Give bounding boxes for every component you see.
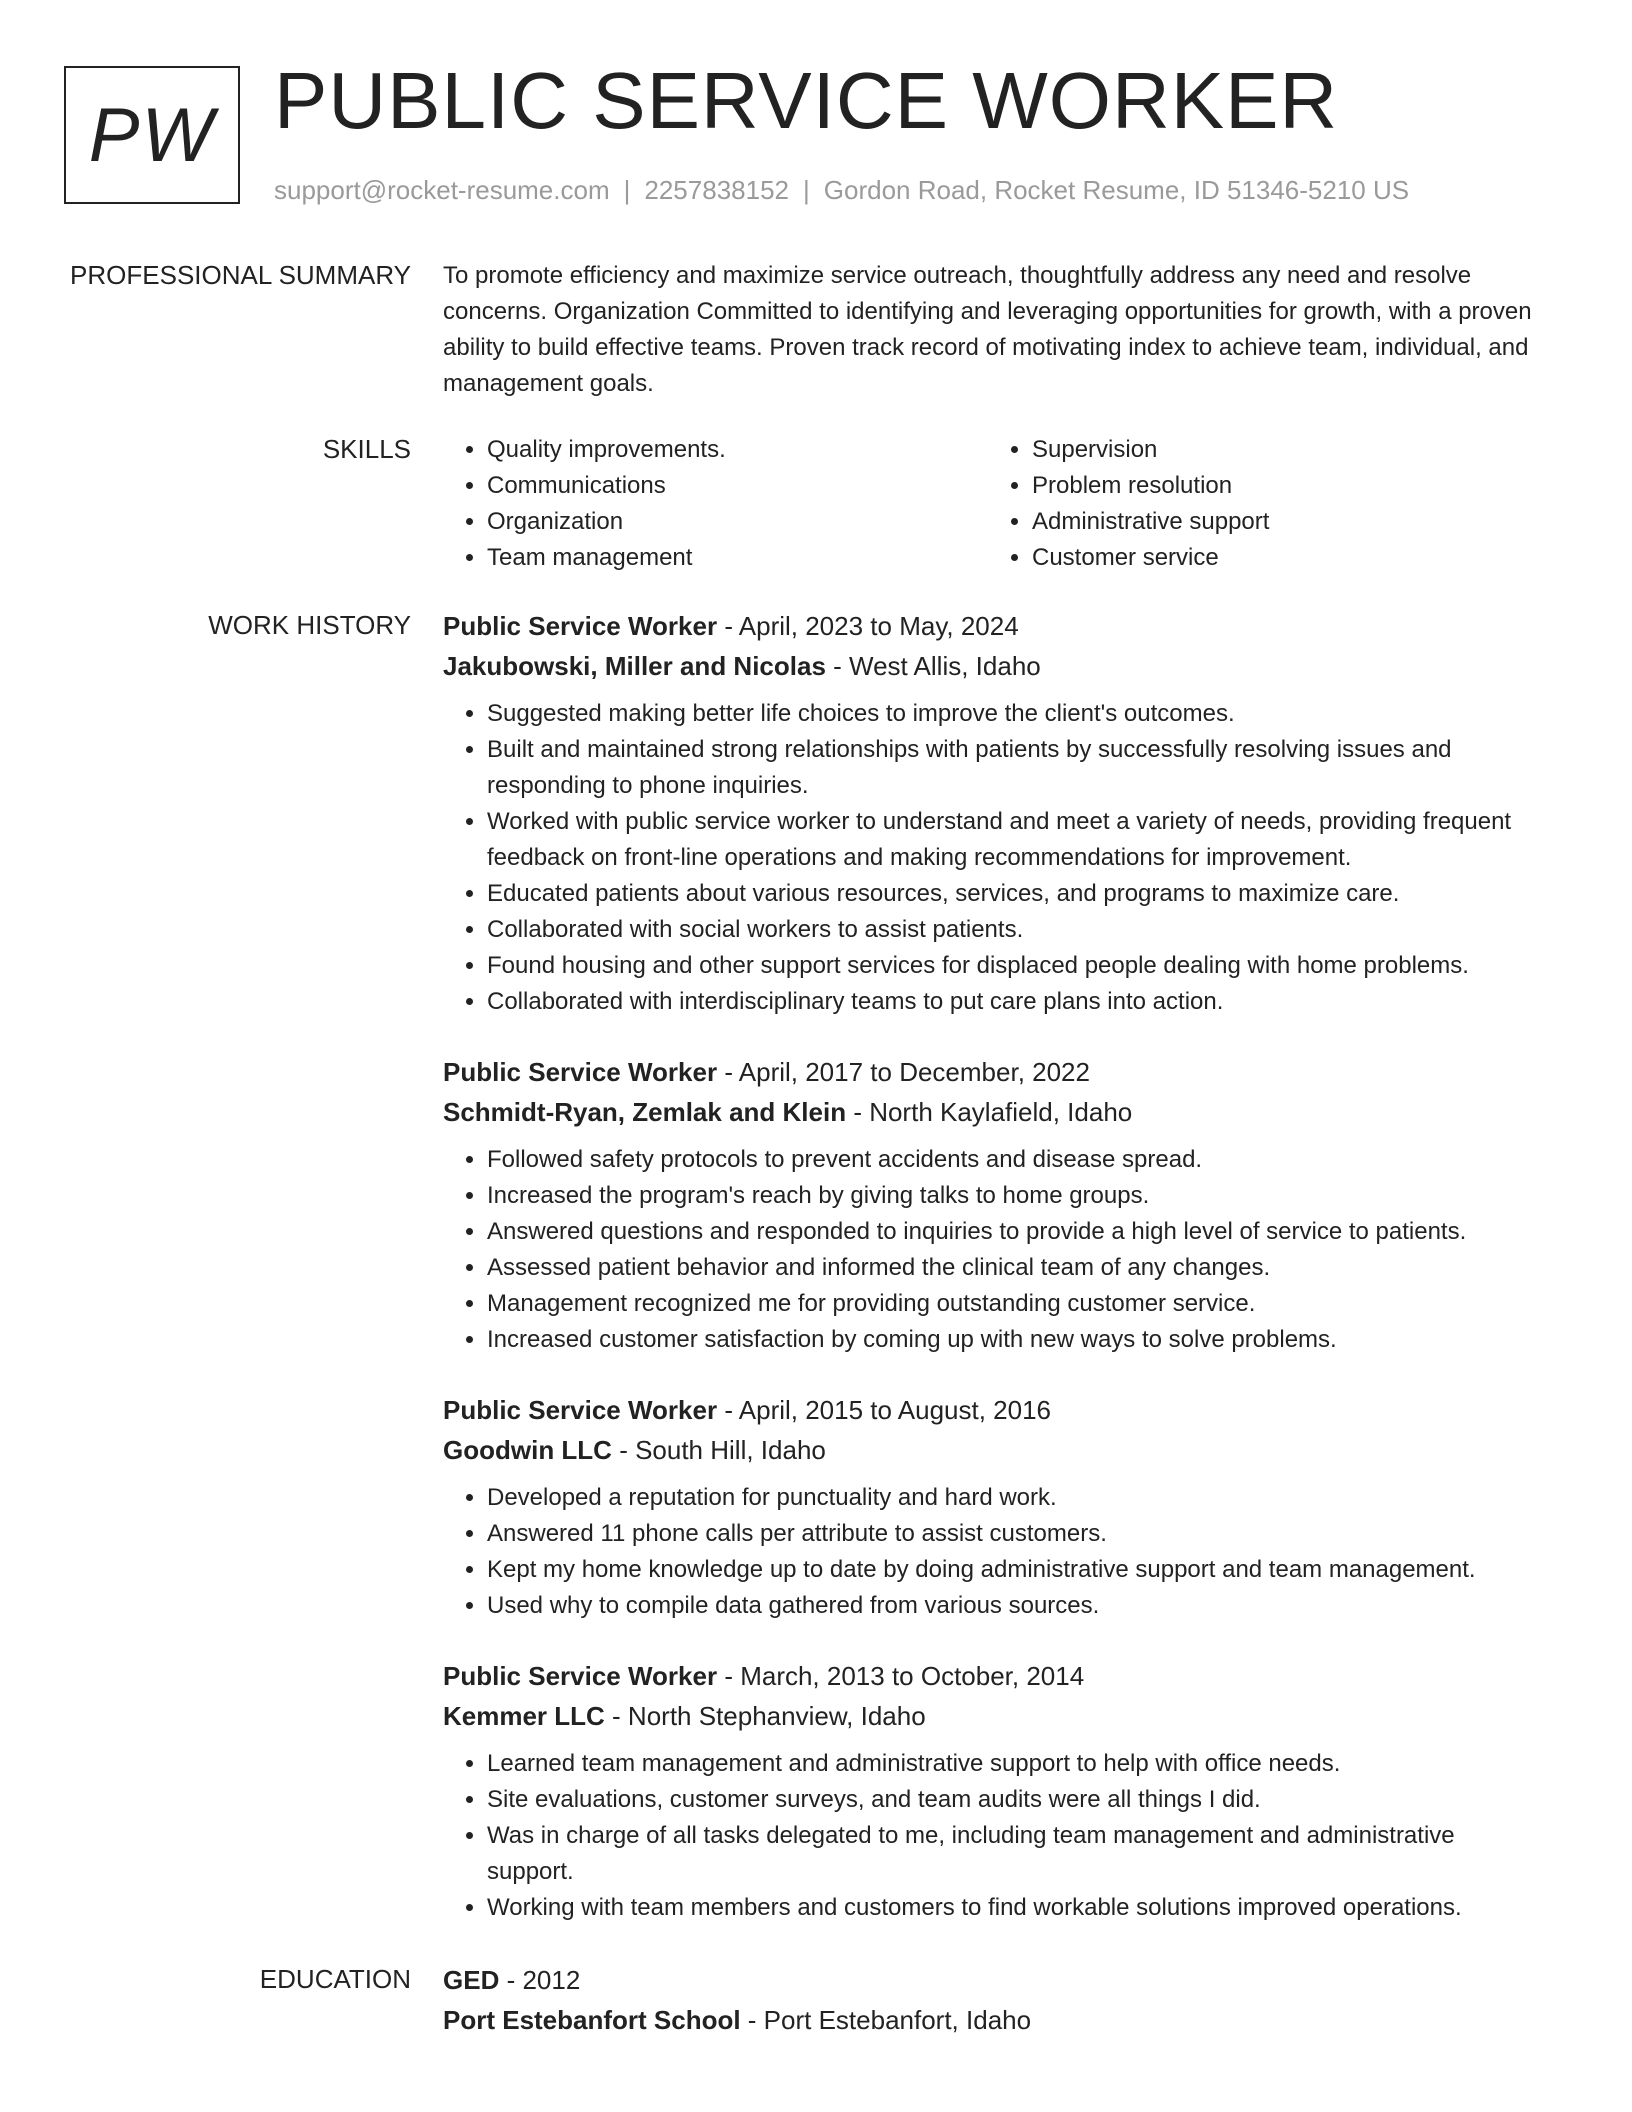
list-item: • Suggested making better life choices to improve the client's outcomes. [487,696,1543,732]
job-title: Public Service Worker [443,611,718,641]
degree-year: - 2012 [499,1965,581,1995]
job-entry [443,1052,1543,1358]
list-item: • Followed safety protocols to prevent accidents and disease spread. [487,1142,1543,1178]
address-text: Gordon Road, Rocket Resume, ID 51346-5210 US [823,175,1410,205]
skill-item: • Supervision [1032,432,1533,468]
job-title: Public Service Worker [443,1395,718,1425]
list-item: • Collaborated with social workers to assist patients. [487,912,1543,948]
job-dates: - March, 2013 to October, 2014 [717,1661,1085,1691]
list-item: • Worked with public service worker to understand and meet a variety of needs, providing frequent feedback on front-line operations and making recommendations for improvement. [487,804,1543,876]
section-heading: SKILLS [322,434,411,464]
skill-item: • Communications [487,468,988,504]
skills-list-right [988,432,1533,576]
job-company-line [443,646,1543,686]
skill-item: • Team management [487,540,988,576]
separator: | [623,175,631,205]
degree-line [443,1960,1543,2000]
separator: | [803,175,810,205]
list-item: • Was in charge of all tasks delegated to me, including team management and administrative support. [487,1818,1543,1890]
summary-text: To promote efficiency and maximize service outreach, thoughtfully address any need and resolve concerns. Organization Committed to identifying and leveraging opportunities for growth, with a proven ability to build effective teams. Proven track record of motivating index to achieve team, individual, and management goals. [443,262,1532,397]
job-entry [443,606,1543,1020]
page-title: PUBLIC SERVICE WORKER [274,56,1339,145]
company-name: Jakubowski, Miller and Nicolas [443,651,826,681]
list-item: • Site evaluations, customer surveys, and team audits were all things I did. [487,1782,1543,1818]
job-bullets [443,696,1543,1020]
skill-item: • Administrative support [1032,504,1533,540]
job-entry [443,1656,1543,1926]
job-bullets [443,1142,1543,1358]
job-dates: - April, 2023 to May, 2024 [717,611,1019,641]
job-bullets [443,1480,1543,1624]
job-company-line [443,1696,1543,1736]
monogram-logo: PW [64,66,240,204]
school-location: - Port Estebanfort, Idaho [740,2005,1032,2035]
job-title: Public Service Worker [443,1661,718,1691]
job-company-line [443,1092,1543,1132]
skills-list-left [443,432,988,576]
list-item: • Management recognized me for providing outstanding customer service. [487,1286,1543,1322]
job-entry [443,1390,1543,1624]
company-location: - North Kaylafield, Idaho [846,1097,1133,1127]
list-item: • Used why to compile data gathered from various sources. [487,1588,1543,1624]
company-name: Goodwin LLC [443,1435,612,1465]
section-heading: WORK HISTORY [208,610,411,640]
contact-line [274,174,1409,206]
company-name: Schmidt-Ryan, Zemlak and Klein [443,1097,847,1127]
school-line [443,2000,1543,2040]
job-title-line [443,1052,1543,1092]
list-item: • Developed a reputation for punctuality and hard work. [487,1480,1543,1516]
list-item: • Learned team management and administrative support to help with office needs. [487,1746,1543,1782]
job-title: Public Service Worker [443,1057,718,1087]
job-title-line [443,1656,1543,1696]
skills-body [443,432,1543,576]
company-location: - South Hill, Idaho [611,1435,826,1465]
phone-text: 2257838152 [644,175,789,205]
summary-body [443,258,1543,402]
section-heading: EDUCATION [259,1964,411,1994]
job-bullets [443,1746,1543,1926]
job-dates: - April, 2017 to December, 2022 [717,1057,1090,1087]
list-item: • Increased customer satisfaction by coming up with new ways to solve problems. [487,1322,1543,1358]
list-item: • Built and maintained strong relationships with patients by successfully resolving issues and responding to phone inquiries. [487,732,1543,804]
school-name: Port Estebanfort School [443,2005,741,2035]
job-title-line [443,606,1543,646]
email-text: support@rocket-resume.com [274,175,610,205]
degree-name: GED [443,1965,500,1995]
skill-item: • Quality improvements. [487,432,988,468]
list-item: • Answered questions and responded to inquiries to provide a high level of service to patients. [487,1214,1543,1250]
list-item: • Assessed patient behavior and informed the clinical team of any changes. [487,1250,1543,1286]
job-dates: - April, 2015 to August, 2016 [717,1395,1051,1425]
list-item: • Working with team members and customers to find workable solutions improved operations. [487,1890,1543,1926]
skill-item: • Organization [487,504,988,540]
list-item: • Answered 11 phone calls per attribute to assist customers. [487,1516,1543,1552]
section-heading: PROFESSIONAL SUMMARY [70,260,411,290]
skill-item: • Problem resolution [1032,468,1533,504]
work-history-body [443,606,1543,1958]
list-item: • Found housing and other support services for displaced people dealing with home problems. [487,948,1543,984]
list-item: • Kept my home knowledge up to date by doing administrative support and team management. [487,1552,1543,1588]
list-item: • Increased the program's reach by giving talks to home groups. [487,1178,1543,1214]
list-item: • Educated patients about various resources, services, and programs to maximize care. [487,876,1543,912]
skill-item: • Customer service [1032,540,1533,576]
company-location: - North Stephanview, Idaho [604,1701,926,1731]
company-location: - West Allis, Idaho [825,651,1041,681]
job-company-line [443,1430,1543,1470]
company-name: Kemmer LLC [443,1701,605,1731]
list-item: • Collaborated with interdisciplinary teams to put care plans into action. [487,984,1543,1020]
job-title-line [443,1390,1543,1430]
education-body [443,1960,1543,2040]
